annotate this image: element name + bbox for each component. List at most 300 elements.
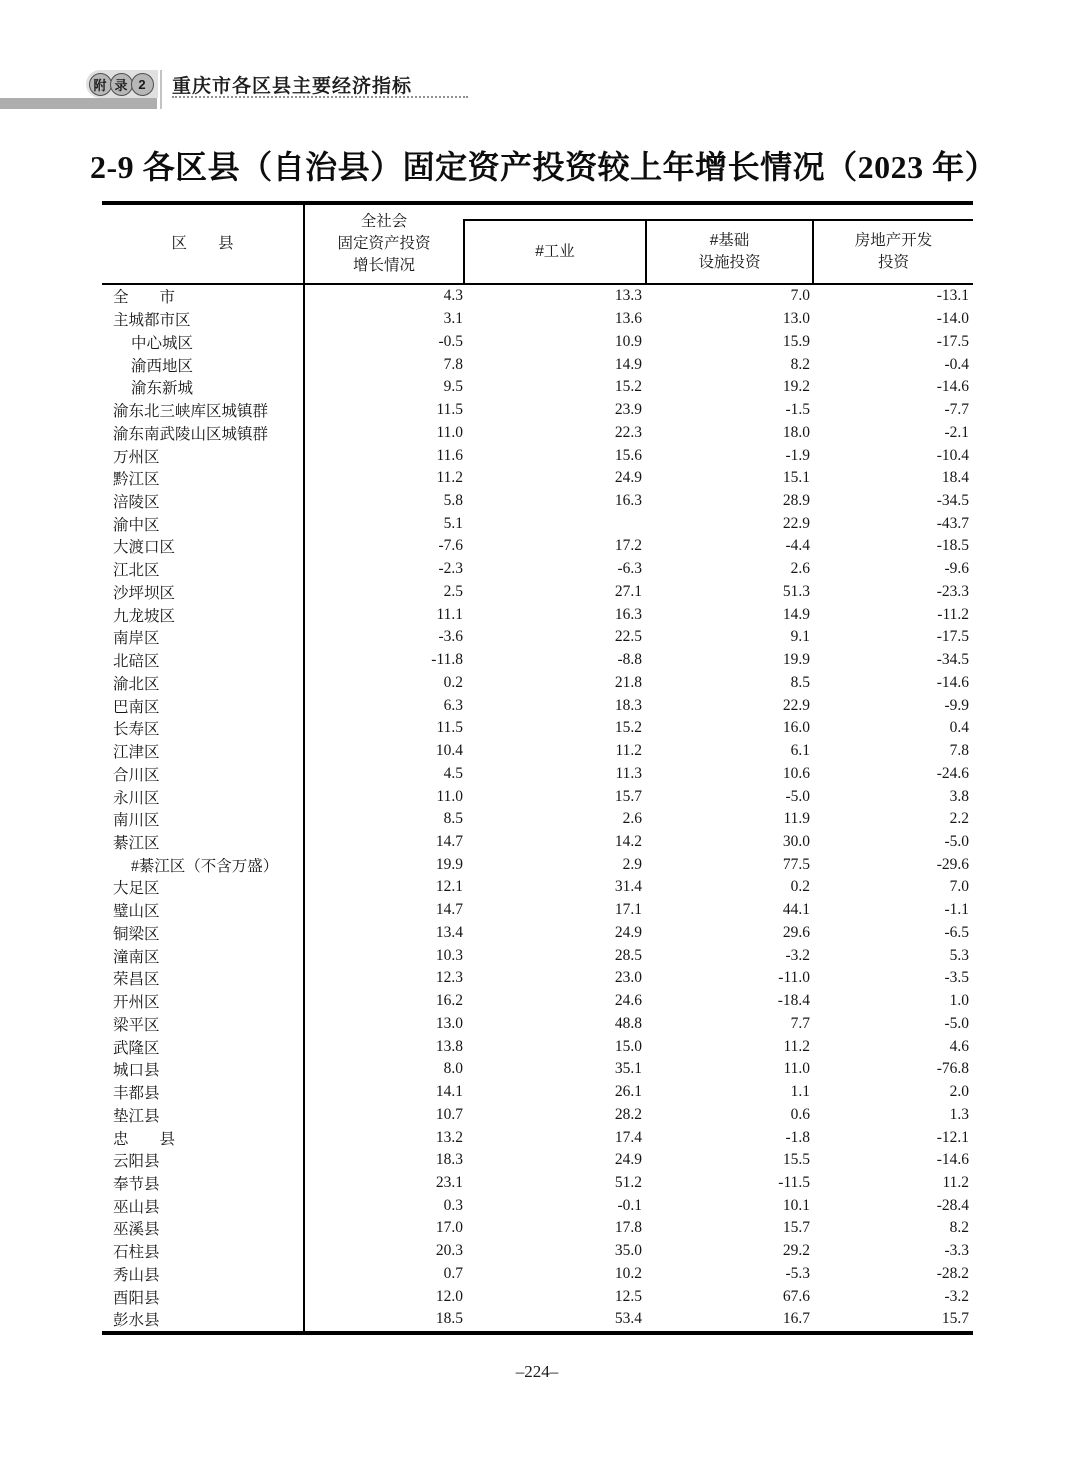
- table-row: [102, 444, 973, 467]
- row-value: 1.1: [790, 1083, 810, 1101]
- row-value: -14.6: [936, 378, 969, 396]
- row-value: 16.0: [782, 719, 810, 737]
- row-value: -13.1: [936, 287, 969, 305]
- row-label: 涪陵区: [102, 490, 305, 513]
- row-value: -5.0: [785, 787, 810, 805]
- row-label: 渝东南武陵山区城镇群: [102, 421, 305, 444]
- row-label: 渝东新城: [102, 376, 305, 399]
- row-label: 巴南区: [102, 694, 305, 717]
- row-value: 0.2: [790, 878, 810, 896]
- row-value: 11.2: [783, 1037, 810, 1055]
- row-value: 11.5: [436, 719, 463, 737]
- row-value: 0.6: [790, 1105, 810, 1123]
- row-value: -4.4: [785, 537, 810, 555]
- row-value: 13.3: [614, 287, 642, 305]
- row-value: 29.6: [782, 923, 810, 941]
- row-value: 17.4: [614, 1128, 642, 1146]
- col-header-line: 全社会: [360, 213, 408, 231]
- row-value: 29.2: [782, 1242, 810, 1260]
- badge-char-icon: 附: [89, 73, 112, 96]
- row-value: -18.5: [936, 537, 969, 555]
- row-value: 22.5: [614, 628, 642, 646]
- row-value: 16.7: [782, 1310, 810, 1328]
- row-value: 14.7: [435, 832, 463, 850]
- row-label: 铜梁区: [102, 922, 305, 945]
- table-row: [102, 1081, 973, 1104]
- row-value: 18.0: [782, 423, 810, 441]
- row-value: 11.2: [942, 1174, 969, 1191]
- row-label: 綦江区: [102, 831, 305, 854]
- col-header-line: 房地产开发: [854, 232, 933, 250]
- row-value: 13.0: [435, 1014, 463, 1032]
- row-value: 30.0: [782, 832, 810, 850]
- row-label: 万州区: [102, 444, 305, 467]
- row-value: 17.0: [435, 1219, 463, 1237]
- row-value: 8.2: [949, 1219, 969, 1237]
- row-value: 14.2: [614, 832, 642, 850]
- table-row: [102, 1263, 973, 1286]
- row-value: 7.0: [790, 287, 810, 305]
- row-label: 丰都县: [102, 1081, 305, 1104]
- table-row: [102, 740, 973, 763]
- table-row: [102, 649, 973, 672]
- row-label: 南川区: [102, 808, 305, 831]
- row-label: 城口县: [102, 1058, 305, 1081]
- row-value: 10.3: [435, 946, 463, 964]
- row-value: 1.0: [949, 992, 969, 1010]
- table-row: [102, 1285, 973, 1308]
- row-value: 15.2: [614, 719, 642, 737]
- row-label: 秀山县: [102, 1263, 305, 1286]
- row-value: -34.5: [936, 491, 969, 509]
- row-label: 垫江县: [102, 1103, 305, 1126]
- row-value: 23.1: [435, 1174, 463, 1191]
- page-title: 2-9 各区县（自治县）固定资产投资较上年增长情况（2023 年）: [90, 149, 998, 185]
- row-value: -3.2: [944, 1287, 969, 1305]
- row-value: 18.5: [435, 1310, 463, 1328]
- row-value: -3.3: [944, 1242, 969, 1260]
- row-value: -76.8: [936, 1060, 969, 1078]
- row-label: 巫山县: [102, 1194, 305, 1217]
- row-label: #綦江区（不含万盛）: [102, 853, 305, 876]
- row-value: 27.1: [614, 582, 642, 600]
- row-value: -43.7: [936, 514, 969, 532]
- table-row: [102, 990, 973, 1013]
- row-value: 2.6: [622, 810, 642, 828]
- row-value: 10.6: [782, 764, 810, 782]
- table-row: [102, 490, 973, 513]
- badge-char-icon: 2: [131, 73, 154, 96]
- row-value: 53.4: [614, 1310, 642, 1328]
- row-value: -0.4: [944, 355, 969, 373]
- row-value: -14.0: [936, 310, 969, 328]
- row-value: 1.3: [949, 1105, 969, 1123]
- row-value: -0.1: [617, 1196, 642, 1214]
- table-row: [102, 535, 973, 558]
- row-label: 永川区: [102, 785, 305, 808]
- row-value: 15.7: [941, 1310, 969, 1328]
- table-row: [102, 831, 973, 854]
- table-row: [102, 308, 973, 331]
- row-value: 2.2: [949, 810, 969, 828]
- table-row: [102, 785, 973, 808]
- row-value: 0.4: [949, 719, 969, 737]
- row-label: 北碚区: [102, 649, 305, 672]
- col-header-total-investment: [303, 205, 463, 283]
- table-row: [102, 285, 973, 308]
- row-value: 0.7: [443, 1264, 463, 1282]
- row-value: 67.6: [782, 1287, 810, 1305]
- table-row: [102, 467, 973, 490]
- col-header-line: 设施投资: [698, 254, 761, 271]
- row-label: 梁平区: [102, 1013, 305, 1036]
- row-label: 奉节县: [102, 1172, 305, 1195]
- col-header-line: 固定资产投资: [337, 235, 431, 253]
- col-header-infrastructure: [645, 219, 812, 283]
- row-value: 5.3: [949, 946, 969, 964]
- row-value: -11.0: [778, 969, 810, 987]
- row-value: 7.7: [790, 1014, 810, 1032]
- table-row: [102, 603, 973, 626]
- row-value: 10.7: [435, 1105, 463, 1123]
- row-value: 26.1: [614, 1083, 642, 1101]
- row-value: -1.8: [785, 1128, 810, 1146]
- table-row: [102, 581, 973, 604]
- row-value: 18.4: [941, 469, 969, 487]
- row-value: 2.0: [949, 1083, 969, 1101]
- table-row: [102, 1103, 973, 1126]
- row-value: -5.0: [944, 1014, 969, 1032]
- row-value: -24.6: [936, 764, 969, 782]
- row-value: 15.9: [782, 332, 810, 350]
- row-value: 11.1: [436, 605, 463, 623]
- row-value: 17.1: [614, 901, 642, 919]
- row-value: 8.2: [790, 355, 810, 373]
- table-row: [102, 808, 973, 831]
- table-row: [102, 694, 973, 717]
- row-value: 7.8: [949, 742, 969, 760]
- row-value: 14.7: [435, 901, 463, 919]
- row-value: 15.7: [614, 787, 642, 805]
- row-value: 18.3: [614, 696, 642, 714]
- row-value: 28.9: [782, 491, 810, 509]
- row-value: 11.0: [436, 787, 463, 805]
- row-value: 16.2: [435, 992, 463, 1010]
- row-value: 17.8: [614, 1219, 642, 1237]
- table-row: [102, 717, 973, 740]
- row-value: -10.4: [936, 446, 969, 464]
- row-value: -8.8: [617, 651, 642, 669]
- row-value: -18.4: [777, 992, 810, 1010]
- row-value: -2.3: [438, 560, 463, 578]
- header-gray-strip: [0, 98, 157, 109]
- row-value: -3.2: [785, 946, 810, 964]
- row-value: 13.8: [435, 1037, 463, 1055]
- row-value: 51.3: [782, 582, 810, 600]
- row-value: 13.0: [782, 310, 810, 328]
- row-label: 主城都市区: [102, 308, 305, 331]
- table-row: [102, 922, 973, 945]
- col-header-line: 投资: [877, 254, 909, 271]
- row-label: 武隆区: [102, 1035, 305, 1058]
- row-value: -14.6: [936, 673, 969, 691]
- row-value: 0.2: [443, 673, 463, 691]
- row-value: 22.9: [782, 696, 810, 714]
- row-value: 12.3: [435, 969, 463, 987]
- row-value: 15.2: [614, 378, 642, 396]
- row-label: 潼南区: [102, 944, 305, 967]
- row-value: -28.2: [936, 1264, 969, 1282]
- row-value: 12.1: [435, 878, 463, 896]
- row-value: 17.2: [614, 537, 642, 555]
- row-value: 2.9: [622, 855, 642, 873]
- row-label: 巫溪县: [102, 1217, 305, 1240]
- row-value: 4.6: [949, 1037, 969, 1055]
- row-value: 22.3: [614, 423, 642, 441]
- row-value: 11.6: [436, 446, 463, 464]
- col-header-industry: [463, 219, 645, 283]
- row-label: 开州区: [102, 990, 305, 1013]
- table-row: [102, 421, 973, 444]
- row-value: 11.2: [436, 469, 463, 487]
- header-divider: [160, 70, 162, 109]
- row-value: 35.1: [614, 1060, 642, 1078]
- row-value: 24.9: [614, 469, 642, 487]
- row-value: -29.6: [936, 855, 969, 873]
- row-label: 云阳县: [102, 1149, 305, 1172]
- row-value: 35.0: [614, 1242, 642, 1260]
- table-row: [102, 876, 973, 899]
- row-value: 7.0: [949, 878, 969, 896]
- row-label: 酉阳县: [102, 1285, 305, 1308]
- row-value: 15.7: [782, 1219, 810, 1237]
- row-value: 7.8: [443, 355, 463, 373]
- row-value: 11.2: [615, 742, 642, 760]
- row-value: -5.3: [785, 1264, 810, 1282]
- row-value: 19.9: [782, 651, 810, 669]
- row-value: -17.5: [936, 332, 969, 350]
- row-label: 九龙坡区: [102, 603, 305, 626]
- row-value: 6.1: [790, 742, 810, 760]
- row-value: -3.5: [944, 969, 969, 987]
- table-row: [102, 399, 973, 422]
- table-row: [102, 330, 973, 353]
- table-row: [102, 853, 973, 876]
- table-row: [102, 1172, 973, 1195]
- row-label: 璧山区: [102, 899, 305, 922]
- row-value: 77.5: [782, 855, 810, 873]
- col-header-line: 增长情况: [352, 256, 415, 274]
- row-value: -9.9: [944, 696, 969, 714]
- row-value: 10.2: [614, 1264, 642, 1282]
- row-value: 23.0: [614, 969, 642, 987]
- running-head-dotted-rule: [172, 96, 468, 98]
- col-header-line: #基础: [709, 232, 750, 250]
- row-value: 14.9: [614, 355, 642, 373]
- appendix-badge: [86, 70, 158, 98]
- row-label: 全 市: [102, 285, 305, 308]
- row-label: 中心城区: [102, 330, 305, 353]
- row-value: 13.4: [435, 923, 463, 941]
- row-value: -1.9: [785, 446, 810, 464]
- row-value: 23.9: [614, 401, 642, 419]
- row-value: -6.3: [617, 560, 642, 578]
- row-value: -0.5: [438, 332, 463, 350]
- row-value: 28.2: [614, 1105, 642, 1123]
- table-row: [102, 1149, 973, 1172]
- row-value: -11.5: [778, 1174, 810, 1191]
- row-value: 3.8: [949, 787, 969, 805]
- table-row: [102, 1013, 973, 1036]
- row-label: 大足区: [102, 876, 305, 899]
- row-value: 10.1: [782, 1196, 810, 1214]
- row-value: 14.9: [782, 605, 810, 623]
- row-value: 48.8: [614, 1014, 642, 1032]
- row-value: 2.5: [443, 582, 463, 600]
- row-value: 11.0: [436, 423, 463, 441]
- row-label: 江北区: [102, 558, 305, 581]
- row-value: -12.1: [936, 1128, 969, 1146]
- row-value: -1.1: [944, 901, 969, 919]
- row-value: -2.1: [944, 423, 969, 441]
- row-value: 2.6: [790, 560, 810, 578]
- row-value: -28.4: [936, 1196, 969, 1214]
- row-value: 16.3: [614, 605, 642, 623]
- row-value: 24.6: [614, 992, 642, 1010]
- row-value: 24.9: [614, 923, 642, 941]
- table-row: [102, 558, 973, 581]
- row-value: -6.5: [944, 923, 969, 941]
- table-row: [102, 512, 973, 535]
- row-label: 渝东北三峡库区城镇群: [102, 399, 305, 422]
- row-value: -23.3: [936, 582, 969, 600]
- row-value: 24.9: [614, 1151, 642, 1169]
- table-row: [102, 1308, 973, 1331]
- row-value: 5.1: [443, 514, 463, 532]
- col-header-label: #工业: [535, 243, 575, 261]
- table-row: [102, 1194, 973, 1217]
- col-header-region: [102, 205, 303, 283]
- row-label: 忠 县: [102, 1126, 305, 1149]
- row-label: 渝西地区: [102, 353, 305, 376]
- row-value: -7.6: [438, 537, 463, 555]
- table-row: [102, 1217, 973, 1240]
- row-label: 大渡口区: [102, 535, 305, 558]
- row-value: 44.1: [782, 901, 810, 919]
- table-row: [102, 671, 973, 694]
- row-value: 11.9: [783, 810, 810, 828]
- row-value: -1.5: [785, 401, 810, 419]
- row-label: 黔江区: [102, 467, 305, 490]
- row-value: 31.4: [614, 878, 642, 896]
- row-value: 3.1: [443, 310, 463, 328]
- row-value: 8.5: [790, 673, 810, 691]
- row-label: 长寿区: [102, 717, 305, 740]
- col-header-label: 区 县: [171, 235, 234, 253]
- row-value: 15.6: [614, 446, 642, 464]
- row-value: -7.7: [944, 401, 969, 419]
- row-value: 5.8: [443, 491, 463, 509]
- row-value: 20.3: [435, 1242, 463, 1260]
- table-row: [102, 1035, 973, 1058]
- row-value: 9.1: [790, 628, 810, 646]
- row-value: 10.4: [435, 742, 463, 760]
- row-value: 4.5: [443, 764, 463, 782]
- row-value: 11.5: [436, 401, 463, 419]
- row-value: 16.3: [614, 491, 642, 509]
- row-value: 15.0: [614, 1037, 642, 1055]
- row-value: 13.2: [435, 1128, 463, 1146]
- row-value: 8.5: [443, 810, 463, 828]
- row-label: 渝北区: [102, 671, 305, 694]
- row-value: 28.5: [614, 946, 642, 964]
- row-value: 11.0: [783, 1060, 810, 1078]
- row-value: 19.2: [782, 378, 810, 396]
- row-value: 18.3: [435, 1151, 463, 1169]
- row-value: -14.6: [936, 1151, 969, 1169]
- row-value: -11.2: [937, 605, 969, 623]
- row-value: 19.9: [435, 855, 463, 873]
- table-row: [102, 1058, 973, 1081]
- table-row: [102, 1240, 973, 1263]
- row-value: 14.1: [435, 1083, 463, 1101]
- row-value: 15.5: [782, 1151, 810, 1169]
- row-value: -3.6: [438, 628, 463, 646]
- row-value: -17.5: [936, 628, 969, 646]
- row-label: 荣昌区: [102, 967, 305, 990]
- row-value: 15.1: [782, 469, 810, 487]
- table-row: [102, 1126, 973, 1149]
- row-label: 合川区: [102, 762, 305, 785]
- row-value: -34.5: [936, 651, 969, 669]
- page-number: –224–: [515, 1362, 559, 1381]
- row-value: 4.3: [443, 287, 463, 305]
- indicators-table: [102, 201, 973, 1335]
- table-row: [102, 762, 973, 785]
- table-row: [102, 376, 973, 399]
- row-value: 13.6: [614, 310, 642, 328]
- row-value: 22.9: [782, 514, 810, 532]
- row-label: 渝中区: [102, 512, 305, 535]
- row-value: 12.5: [614, 1287, 642, 1305]
- table-row: [102, 626, 973, 649]
- running-head-title: 重庆市各区县主要经济指标: [172, 76, 413, 97]
- row-label: 沙坪坝区: [102, 581, 305, 604]
- badge-char-icon: 录: [110, 73, 133, 96]
- row-label: 南岸区: [102, 626, 305, 649]
- row-value: -9.6: [944, 560, 969, 578]
- table-row: [102, 967, 973, 990]
- row-label: 江津区: [102, 740, 305, 763]
- table-row: [102, 899, 973, 922]
- row-value: -5.0: [944, 832, 969, 850]
- table-row: [102, 944, 973, 967]
- row-value: 11.3: [615, 764, 642, 782]
- row-value: -11.8: [431, 651, 463, 669]
- table-row: [102, 353, 973, 376]
- table-header: [102, 201, 973, 285]
- row-value: 10.9: [614, 332, 642, 350]
- row-label: 石柱县: [102, 1240, 305, 1263]
- row-value: 21.8: [614, 673, 642, 691]
- row-label: 彭水县: [102, 1308, 305, 1331]
- col-header-real-estate: [812, 219, 973, 283]
- table-body: [102, 285, 973, 1335]
- row-value: 51.2: [614, 1174, 642, 1191]
- row-value: 0.3: [443, 1196, 463, 1214]
- row-value: 8.0: [443, 1060, 463, 1078]
- row-value: 12.0: [435, 1287, 463, 1305]
